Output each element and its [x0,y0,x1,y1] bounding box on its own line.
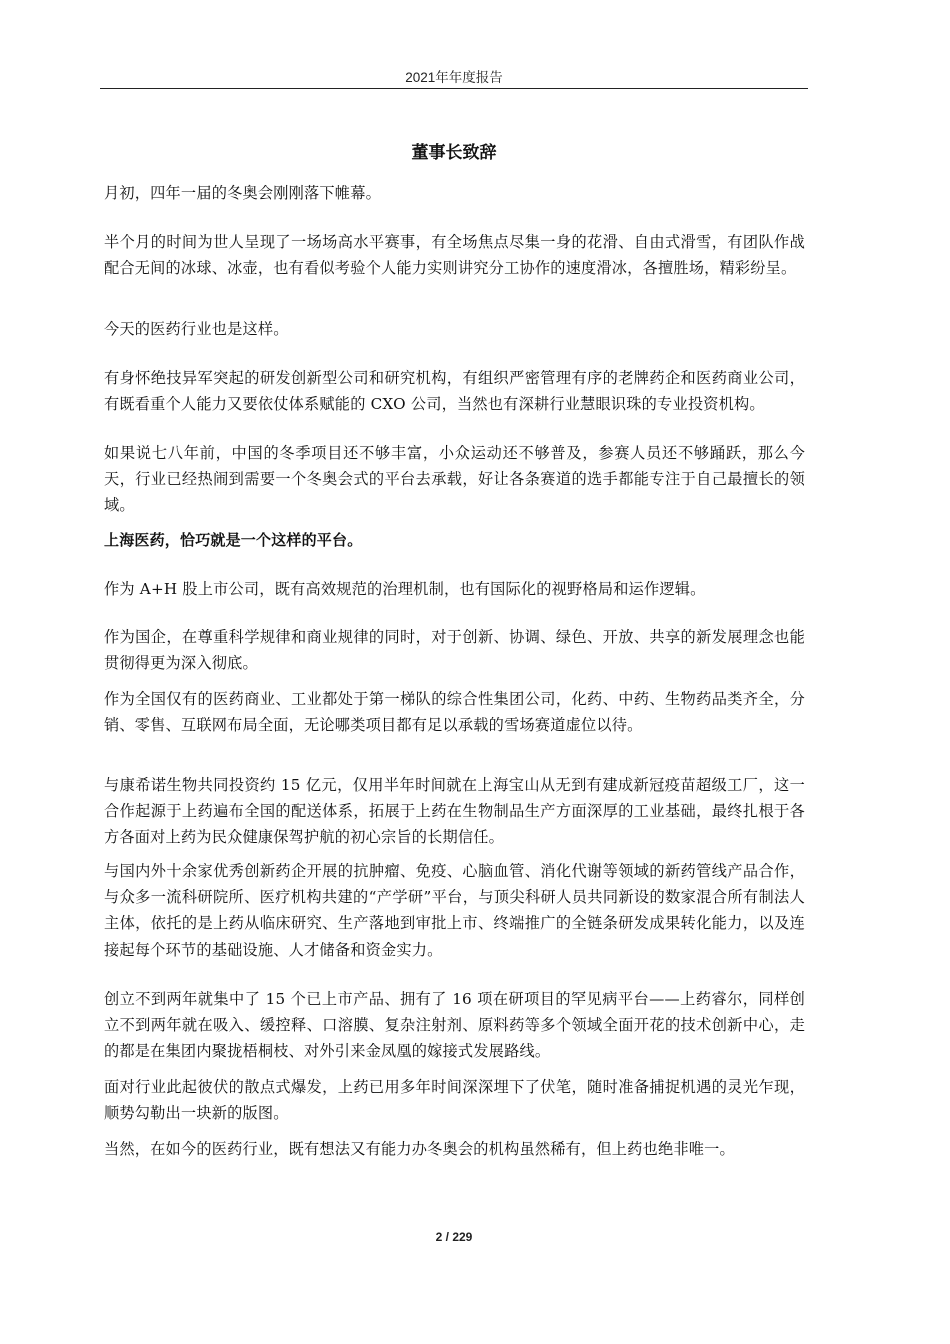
paragraph-1: 月初，四年一届的冬奥会刚刚落下帷幕。 [104,184,381,202]
paragraph-4: 有身怀绝技异军突起的研发创新型公司和研究机构，有组织严密管理有序的老牌药企和医药商业公司，有既看重个人能力又要依仗体系赋能的 CXO 公司，当然也有深耕行业慧眼识珠的专业投资机构。 [104,369,805,414]
paragraph-8: 作为国企，在尊重科学规律和商业规律的同时，对于创新、协调、绿色、开放、共享的新发展理念也能贯彻得更为深入彻底。 [104,628,805,673]
page-title: 董事长致辞 [411,143,497,163]
paragraph-11: 与国内外十余家优秀创新药企开展的抗肿瘤、免疫、心脑血管、消化代谢等领域的新药管线产品合作，与众多一流科研院所、医疗机构共建的“产学研”平台，与顶尖科研人员共同新设的数家混合所有制法人主体，依托的是上药从临床研究、生产落地到审批上市、终端推广的全链条研发成果转化能力，以及连接起每个环节的基础设施、人才储备和资金实力。 [104,862,805,959]
paragraph-12: 创立不到两年就集中了 15 个已上市产品、拥有了 16 项在研项目的罕见病平台——上药睿尔，同样创立不到两年就在吸入、缓控释、口溶膜、复杂注射剂、原料药等多个领域全面开花的技术创新中心，走的都是在集团内聚拢梧桐枝、对外引来金凤凰的嫁接式发展路线。 [104,990,805,1061]
report-header-title: 2021年年度报告 [405,70,503,85]
paragraph-14: 当然，在如今的医药行业，既有想法又有能力办冬奥会的机构虽然稀有，但上药也绝非唯一。 [104,1140,735,1158]
paragraph-10: 与康希诺生物共同投资约 15 亿元，仅用半年时间就在上海宝山从无到有建成新冠疫苗超级工厂，这一合作起源于上药遍布全国的配送体系，拓展于上药在生物制品生产方面深厚的工业基础，最终扎根于各方各面对上药为民众健康保驾护航的初心宗旨的长期信任。 [104,776,805,847]
header-divider [100,88,808,89]
paragraph-5: 如果说七八年前，中国的冬季项目还不够丰富，小众运动还不够普及，参赛人员还不够踊跃，那么今天，行业已经热闹到需要一个冬奥会式的平台去承载，好让各条赛道的选手都能专注于自己最擅长的领域。 [104,444,805,515]
page-number: 2 / 229 [435,1230,473,1244]
paragraph-13: 面对行业此起彼伏的散点式爆发，上药已用多年时间深深埋下了伏笔，随时准备捕捉机遇的灵光乍现，顺势勾勒出一块新的版图。 [104,1078,805,1123]
paragraph-9: 作为全国仅有的医药商业、工业都处于第一梯队的综合性集团公司，化药、中药、生物药品类齐全，分销、零售、互联网布局全面，无论哪类项目都有足以承载的雪场赛道虚位以待。 [104,690,805,735]
paragraph-6-highlight: 上海医药，恰巧就是一个这样的平台。 [104,531,363,549]
paragraph-3: 今天的医药行业也是这样。 [104,320,289,338]
paragraph-7: 作为 A+H 股上市公司，既有高效规范的治理机制，也有国际化的视野格局和运作逻辑。 [104,580,706,598]
paragraph-2: 半个月的时间为世人呈现了一场场高水平赛事，有全场焦点尽集一身的花滑、自由式滑雪，有团队作战配合无间的冰球、冰壶，也有看似考验个人能力实则讲究分工协作的速度滑冰，各擅胜场，精彩纷呈。 [104,233,805,278]
